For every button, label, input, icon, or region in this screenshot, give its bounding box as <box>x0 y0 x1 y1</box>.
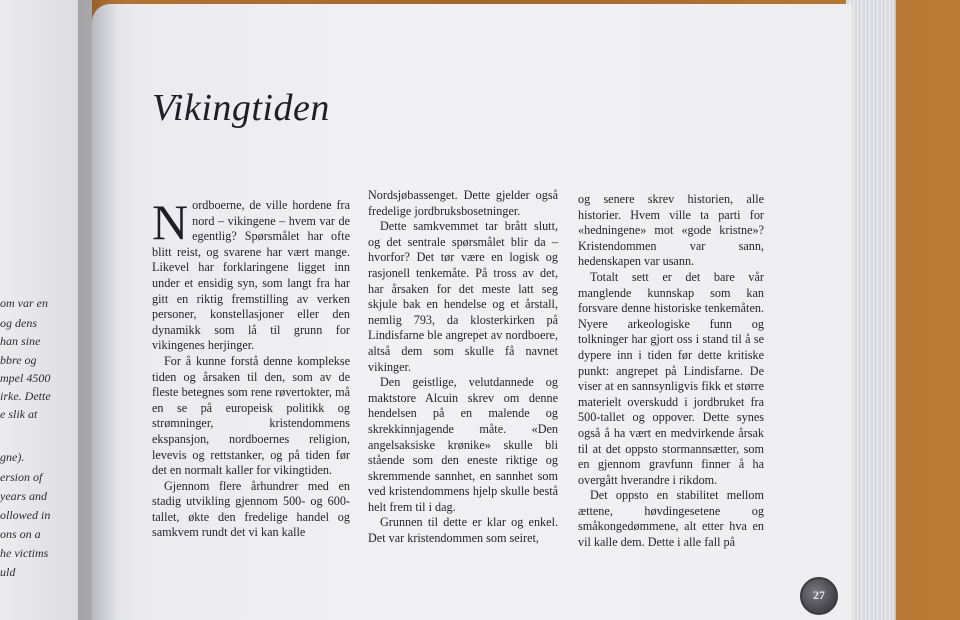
left-fragment: e slik at <box>0 407 38 421</box>
page-edges <box>846 0 896 620</box>
gutter-shadow <box>78 0 118 620</box>
left-fragment: gne). <box>0 450 25 464</box>
left-fragment: ons on a <box>0 527 41 541</box>
paragraph: Det oppsto en stabilitet mellom ættene, høvdingesetene og småkongedømmene, alt etter hva en vil kalle dem. Dette i alle fall på <box>578 488 764 550</box>
paragraph: Nordsjøbassenget. Dette gjelder også fredelige jordbruksbosetninger. <box>368 188 558 218</box>
paragraph: For å kunne forstå denne komplekse tiden og årsaken til den, som av de fleste betegnes som rene røvertokter, må en se på europeisk politikk og strømninger, kristendommens ekspansjon, nordboernes religion, levevis og rettstanker, og på tiden før det en normalt kaller for vikingtiden. <box>152 353 350 478</box>
left-fragment: irke. Dette <box>0 389 51 403</box>
left-fragment: years and <box>0 489 47 503</box>
text-column-3 <box>578 192 764 551</box>
left-fragment: han sine <box>0 334 41 348</box>
paragraph: Dette samkvemmet tar brått slutt, og det sentrale spørsmålet blir da – hvorfor? Det tør være en logisk og rasjonell tenkemåte. På tross av det, har årsaken for det meste latt seg skjule bak en hendelse og et årstall, nemlig 793, da klosterkirken på Lindisfarne ble angrepet av nordboere, altså dem som skulle få navnet vikinger. <box>368 219 558 374</box>
text-column-1 <box>152 194 350 541</box>
paragraph: Den geistlige, velutdannede og maktstore Alcuin skrev om denne hendelsen på en malende og skrekkinnjagende måte. «Den angelsaksiske krønike» skulle bli stående som den eneste riktige og skremmende sannhet, en sannhet som ved kristendommens hjelp skulle bestå helt frem til i dag. <box>368 375 558 514</box>
left-fragment: ollowed in <box>0 508 51 522</box>
paragraph: og senere skrev historien, alle historier. Hvem ville ta parti for «hedningene» mot «gode kristne»? Kristendommen var sann, hedenskapen var usann. <box>578 192 764 269</box>
left-fragment: mpel 4500 <box>0 371 51 385</box>
paragraph: Gjennom flere århundrer med en stadig utvikling gjennom 500- og 600-tallet, økte den fredelige handel og samkvem rundt det vi kan kalle <box>152 478 350 540</box>
paragraph-text: ordboerne, de ville hordene fra nord – vikingene – hvem var de egentlig? Spørsmålet har ofte blitt reist, og svarene har vært mange. Likevel har forklaringene ligget inn under et ensidig syn, som langt fra har gitt en riktig fremstilling av verken personer, konstellasjoner eller den dynamikk som lå til grunn for vikingenes herjinger. <box>152 198 350 353</box>
left-fragment: ersion of <box>0 470 43 484</box>
paragraph: Grunnen til dette er klar og enkel. Det var kristendommen som seiret, <box>368 515 558 546</box>
left-fragment: om var en <box>0 296 48 310</box>
paragraph: Totalt sett er det bare vår manglende kunnskap som kan forsvare denne historiske tenkemåten. Nyere arkeologiske funn og tolkninger har gjort oss i stand til å se dypere inn i tiden før dette kritiske punkt: angrepet på Lindisfarne. De viser at en sannsynligvis fikk et større materielt overskudd i jordbruket fra 500-tallet og oppover. Dette synes også å ha vært en medvirkende årsak til at det oppsto stormannsætter, som en gjennom gravfunn finner å ha overgått hverandre i rikdom. <box>578 269 764 487</box>
left-fragment: og dens <box>0 316 37 330</box>
drop-cap: N <box>152 194 189 250</box>
left-fragment: uld <box>0 565 16 579</box>
page-number: 27 <box>813 588 825 602</box>
left-fragment: he victims <box>0 546 49 560</box>
page-number-seal <box>800 577 838 615</box>
text-column-2 <box>368 188 558 547</box>
chapter-title: Vikingtiden <box>152 87 330 129</box>
paragraph <box>152 194 350 354</box>
left-fragment: bbre og <box>0 353 37 367</box>
